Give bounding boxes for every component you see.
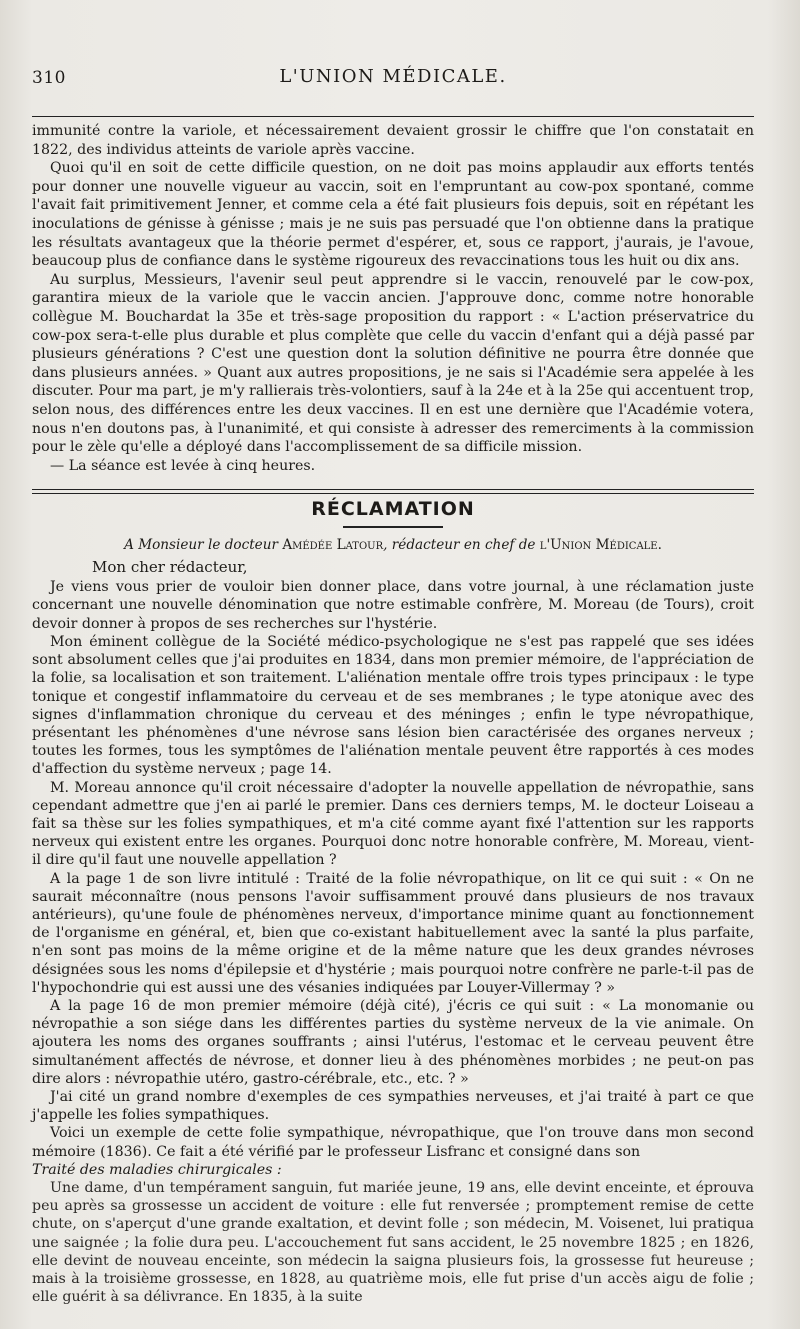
section-divider xyxy=(32,489,754,494)
paragraph: Au surplus, Messieurs, l'avenir seul peut apprendre si le vaccin, renouvelé par le cow-pox, garantira mieux de la variole que le vaccin ancien. J'approuve donc, comme notre honorable collègue M. Bouchardat la 35e et très-sage proposition du rapport : « L'action préservatrice du cow-pox sera-t-elle plus durable et plus complète que celle du vaccin d'enfant qui a déjà passé par plusieurs générations ? C'est une question dont la solution définitive ne pourra être donnée que dans plusieurs années. » Quant aux autres propositions, je ne sais si l'Académie sera appelée à les discuter. Pour ma part, je m'y rallierais très-volontiers, sauf à la 24e et à la 25e qui accentuent trop, selon nous, des différences entre les deux vaccines. Il en est une dernière que l'Académie votera, nous n'en doutons pas, à l'unanimité, et qui consiste à adresser des remerciments à la commission pour le zèle qu'elle a déployé dans l'accomplissement de sa difficile mission. xyxy=(32,271,754,456)
page-number: 310 xyxy=(32,68,66,88)
paragraph: M. Moreau annonce qu'il croit nécessaire d'adopter la nouvelle appellation de névropathie, sans cependant admettre que j'en ai parlé le premier. Dans ces derniers temps, M. le docteur Loiseau a fait sa thèse sur les folies sympathiques, et m'a cité comme ayant fixé l'attention sur les rapports nerveux qui existent entre les organes. Pourquoi donc notre honorable confrère, M. Moreau, vient-il dire qu'il faut une nouvelle appellation ? xyxy=(32,779,754,869)
paragraph: A la page 1 de son livre intitulé : Traité de la folie névropathique, on lit ce qui suit : « On ne saurait méconnaître (nous pensons l'avoir suffisamment prouvé dans plusieurs de nos travaux antérieurs), qu'une foule de phénomènes nerveux, d'importance minime quant au fonctionnement de l'organisme en général, et, bien que co-existant habituellement avec la santé la plus parfaite, n'en sont pas moins de la même origine et de la même nature que les deux grandes névroses désignées sous les noms d'épilepsie et d'hystérie ; mais pourquoi notre confrère ne parle-t-il pas de l'hypochondrie qui est aussi une des vésanies indiquées par Louyer-Villermay ? » xyxy=(32,870,754,996)
letter-address xyxy=(32,537,754,553)
paragraph: Je viens vous prier de vouloir bien donner place, dans votre journal, à une réclamation juste concernant une nouvelle dénomination que notre estimable confrère, M. Moreau (de Tours), croit devoir donner à propos de ses recherches sur l'hystérie. xyxy=(32,579,754,632)
journal-title: L'UNION MÉDICALE. xyxy=(279,66,507,87)
running-head xyxy=(32,0,754,110)
address-journal: l'Union Médicale. xyxy=(539,537,662,554)
section-title: RÉCLAMATION xyxy=(311,498,475,521)
cited-work-title: Traité des maladies chirurgicales : xyxy=(32,1161,282,1178)
letter-body xyxy=(32,578,754,1306)
address-mid: , rédacteur en chef de xyxy=(383,537,536,554)
address-lead: A Monsieur le docteur xyxy=(124,537,278,554)
header-rule xyxy=(32,116,754,117)
paragraph: Quoi qu'il en soit de cette difficile question, on ne doit pas moins applaudir aux efforts tentés pour donner une nouvelle vigueur au vaccin, soit en l'empruntant au cow-pox spontané, comme l'avait fait primitivement Jenner, et comme cela a été fait plusieurs fois depuis, soit en répétant les inoculations de génisse à génisse ; mais je ne suis pas persuadé que l'on obtienne dans la pratique les résultats avantageux que la théorie permet d'espérer, et, sous ce rapport, j'aurais, je l'avoue, beaucoup plus de confiance dans le système rigoureux des revaccinations tous les huit ou dix ans. xyxy=(32,160,754,270)
session-text xyxy=(32,122,754,475)
paragraph: J'ai cité un grand nombre d'exemples de ces sympathies nerveuses, et j'ai traité à part ce que j'appelle les folies sympathiques. xyxy=(32,1088,754,1124)
paragraph: immunité contre la variole, et nécessairement devaient grossir le chiffre que l'on constatait en 1822, des individus atteints de variole après vaccine. xyxy=(32,123,754,158)
paragraph: A la page 16 de mon premier mémoire (déjà cité), j'écris ce qui suit : « La monomanie ou névropathie a son siége dans les différentes parties du système nerveux de la vie animale. On ajoutera les noms des organes souffrants ; ainsi l'utérus, l'estomac et le cerveau peuvent être simultanément affectés de névrose, et donner lieu à des phénomènes morbides ; ne peut-on pas dire alors : névropathie utéro, gastro-cérébrale, etc., etc. ? » xyxy=(32,997,754,1087)
paragraph: Une dame, d'un tempérament sanguin, fut mariée jeune, 19 ans, elle devint enceinte, et éprouva peu après sa grossesse un accident de voiture : elle fut renversée ; promptement remise de cette chute, on s'aperçut d'une grande exaltation, et devint folle ; son médecin, M. Voisenet, lui pratiqua une saignée ; la folie dura peu. L'accouchement fut sans accident, le 25 novembre 1825 ; en 1826, elle devint de nouveau enceinte, son médecin la saigna plusieurs fois, la grossesse fut heureuse ; mais à la troisième grossesse, en 1828, au quatrième mois, elle fut prise d'un accès aigu de folie ; elle guérit à sa délivrance. En 1835, à la suite xyxy=(32,1179,754,1306)
paragraph: Voici un exemple de cette folie sympathique, névropathique, que l'on trouve dans mon second mémoire (1836). Ce fait a été vérifié par le professeur Lisfranc et consigné dans son xyxy=(32,1125,754,1160)
title-underline xyxy=(343,526,443,528)
paragraph: Mon éminent collègue de la Société médico-psychologique ne s'est pas rappelé que ses idées sont absolument celles que j'ai produites en 1834, dans mon premier mémoire, de l'appréciation de la folie, sa localisation et son traitement. L'aliénation mentale offre trois types principaux : le type tonique et congestif inflammatoire du cerveau et de ses membranes ; le type atonique avec des signes d'inflammation chronique du cerveau et des méninges ; enfin le type névropathique, présentant les phénomènes d'une névrose sans lésion bien caractérisée des organes nerveux ; toutes les formes, tous les symptômes de l'aliénation mentale peuvent être rapportés à ces modes d'affection du système nerveux ; page 14. xyxy=(32,633,754,778)
address-name: Amédée Latour xyxy=(282,537,384,554)
session-closing: — La séance est levée à cinq heures. xyxy=(50,457,316,474)
salutation: Mon cher rédacteur, xyxy=(92,558,248,577)
